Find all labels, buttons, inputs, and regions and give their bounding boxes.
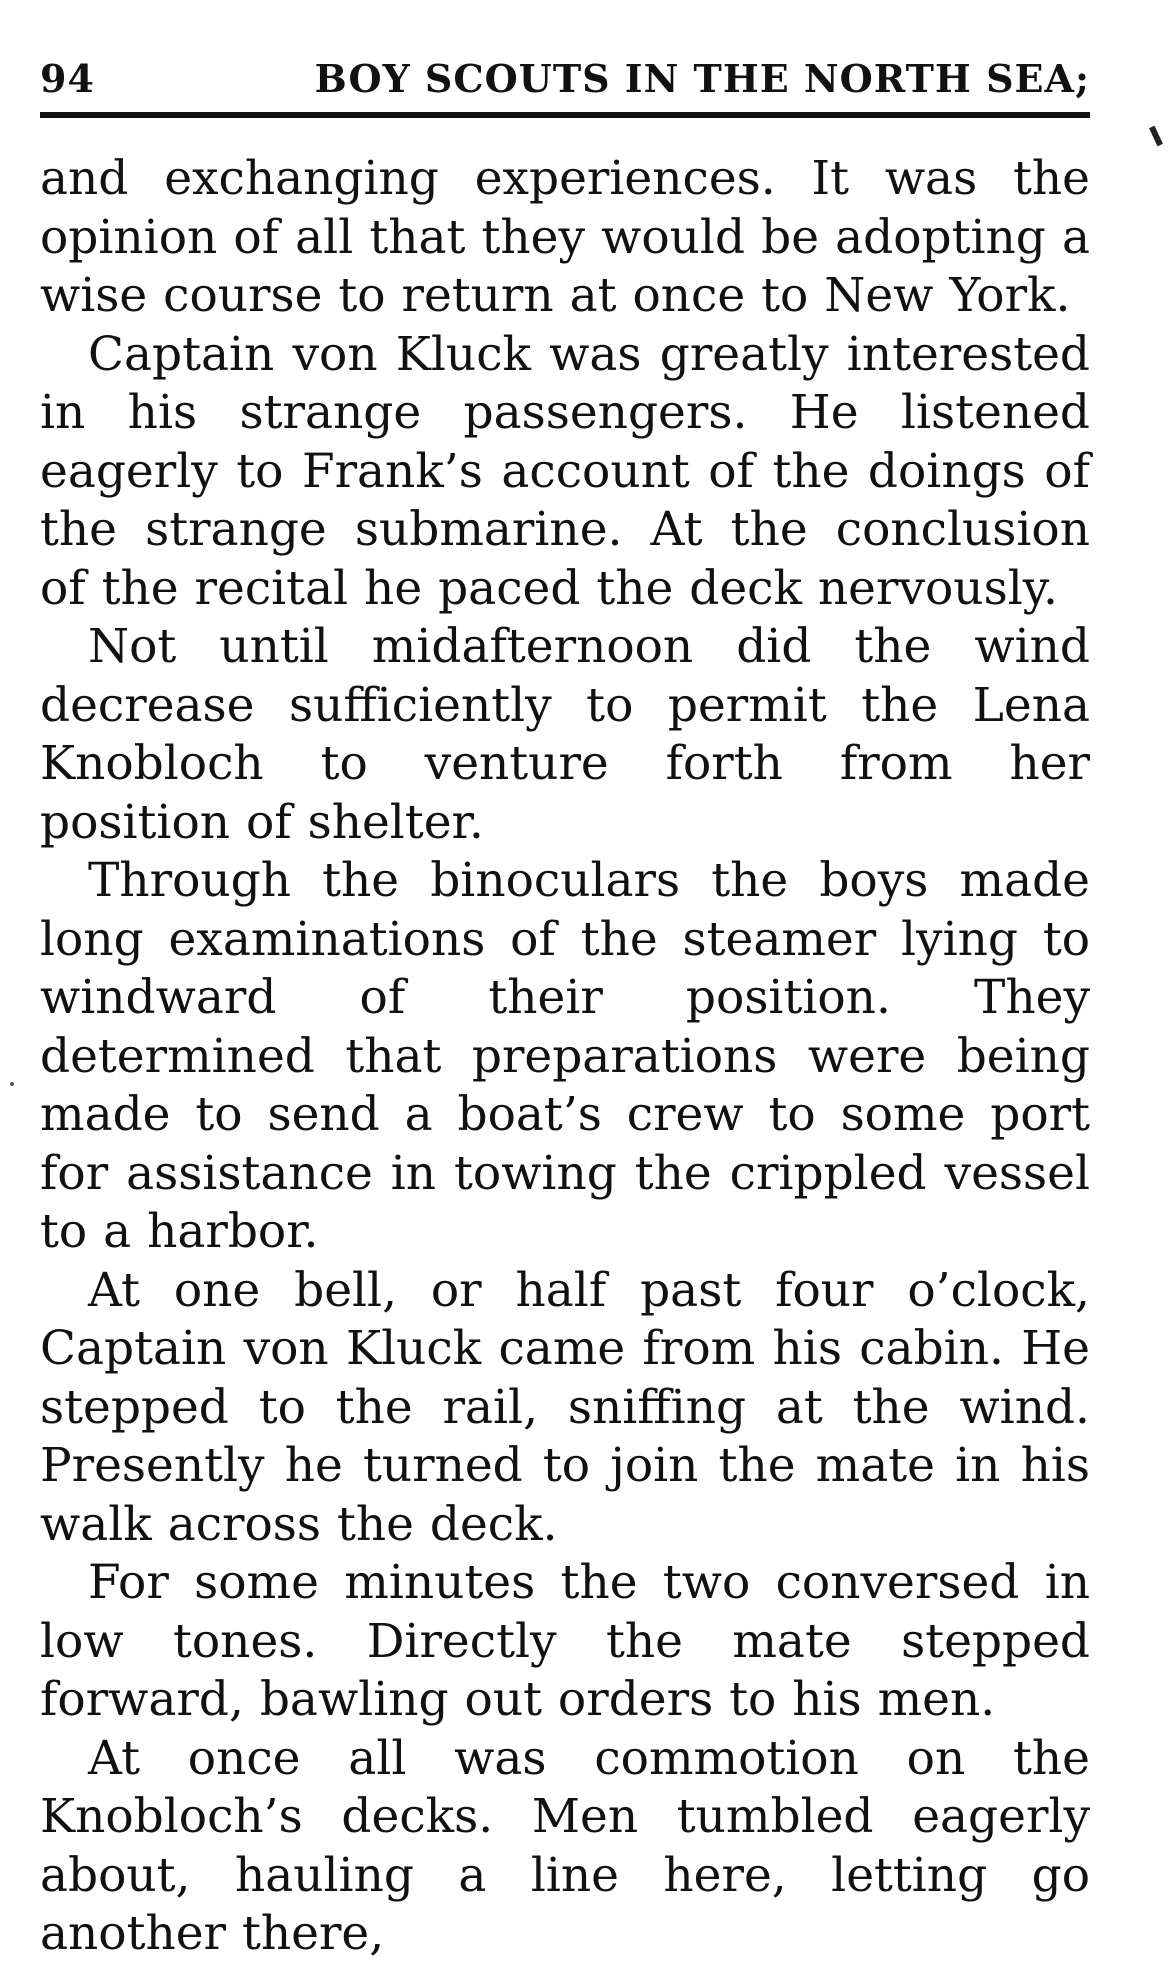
body-text <box>40 150 1090 1964</box>
ink-mark <box>1149 126 1163 147</box>
paragraph: Through the binoculars the boys made long examinations of the steamer lying to windward of their position. They determined that preparations were being made to send a boat’s crew to some port for assistance in towing the crippled vessel to a harbor. <box>40 853 1090 1259</box>
ink-speck <box>10 1082 14 1086</box>
page-header <box>40 52 1090 112</box>
paragraph: At one bell, or half past four o’clock, Captain von Kluck came from his cabin. He stepped to the rail, sniffing at the wind. Presently he turned to join the mate in his walk across the deck. <box>40 1262 1090 1552</box>
running-head: BOY SCOUTS IN THE NORTH SEA; <box>314 56 1090 101</box>
paragraph: At once all was commotion on the Knobloch’s decks. Men tumbled eagerly about, hauling a line here, letting go another there, <box>40 1730 1090 1961</box>
paragraph: For some minutes the two conversed in low tones. Directly the mate stepped forward, bawling out orders to his men. <box>40 1555 1090 1727</box>
paragraph: Not until midafternoon did the wind decrease sufficiently to permit the Lena Knobloch to venture forth from her position of shelter. <box>40 619 1090 850</box>
paragraph: and exchanging experiences. It was the opinion of all that they would be adopting a wise course to return at once to New York. <box>40 151 1090 323</box>
page-number: 94 <box>40 56 95 101</box>
header-rule <box>40 112 1090 118</box>
paragraph: Captain von Kluck was greatly interested in his strange passengers. He listened eagerly to Frank’s account of the doings of the strange submarine. At the conclusion of the recital he paced the deck nervously. <box>40 326 1090 616</box>
